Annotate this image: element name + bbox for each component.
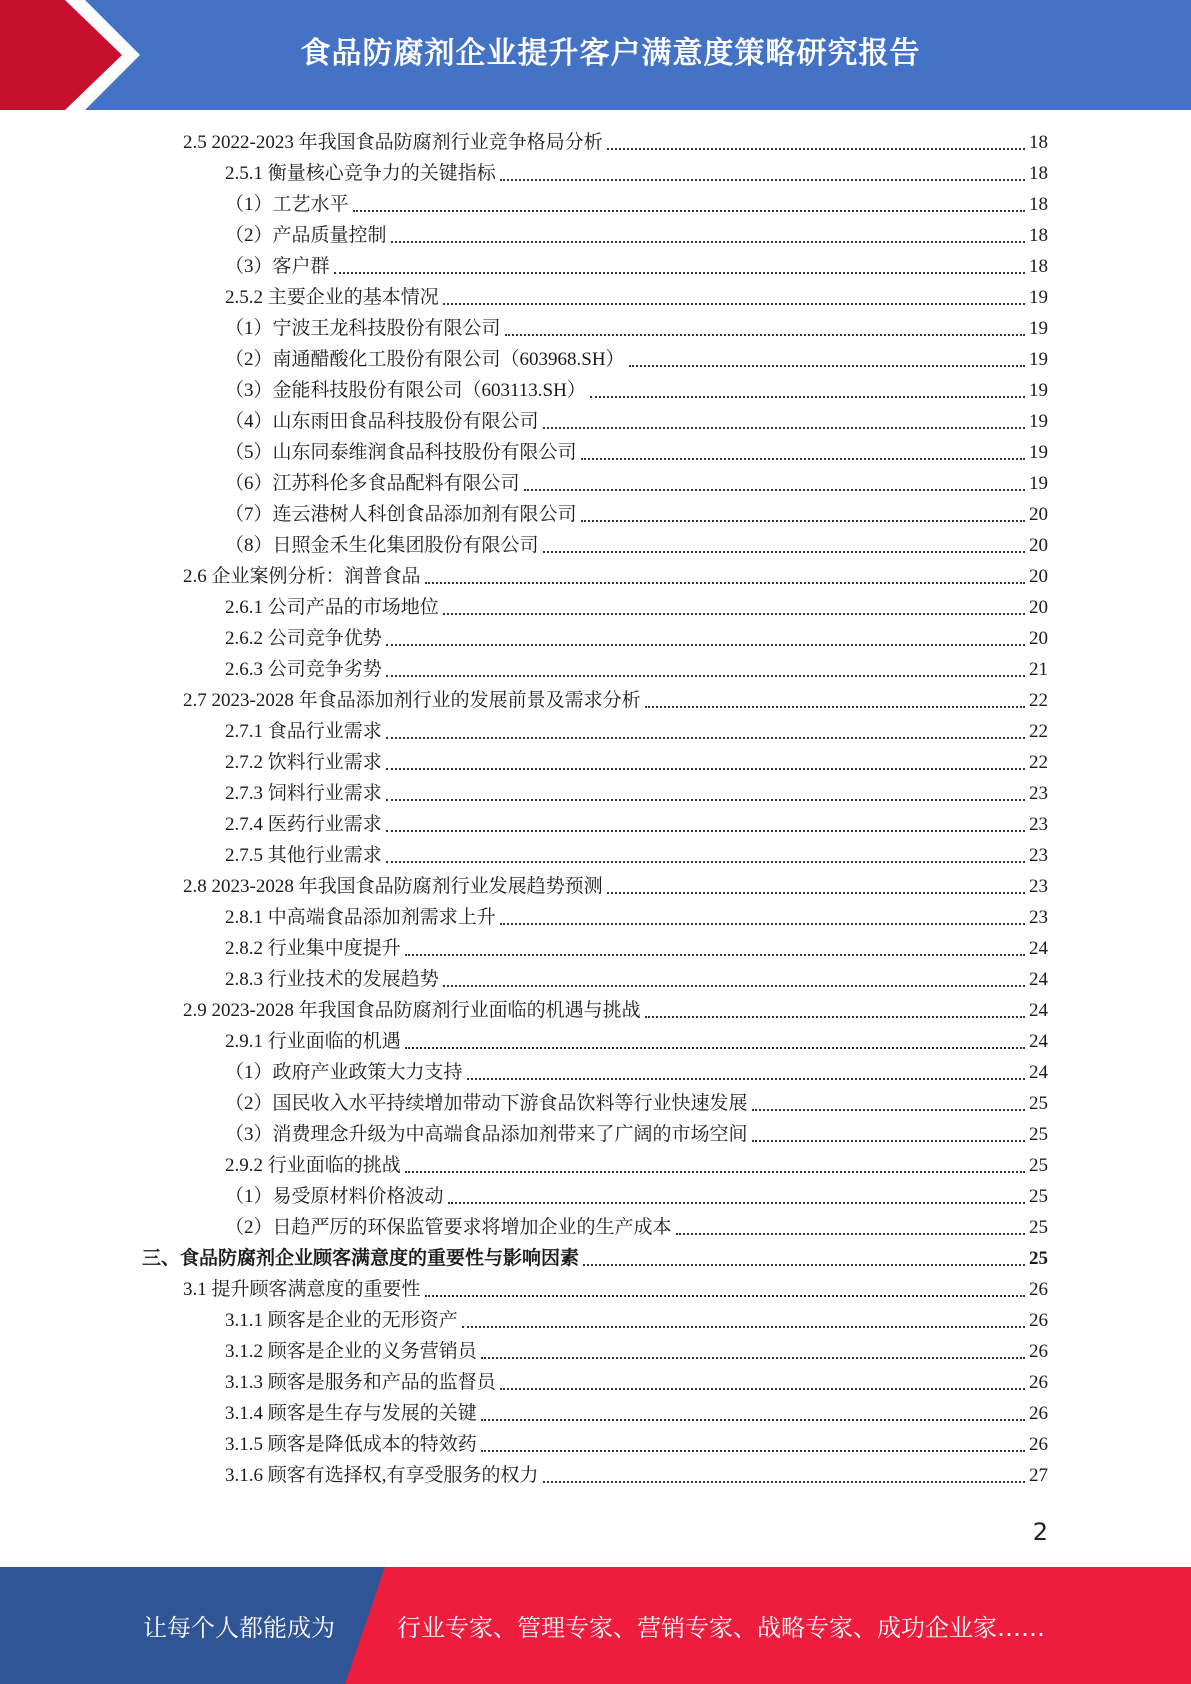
toc-entry-title: （4）山东雨田食品科技股份有限公司	[225, 411, 539, 432]
toc-entry-title: 2.7.4 医药行业需求	[225, 814, 382, 835]
toc-entry-page: 20	[1029, 535, 1048, 556]
toc-entry-title: （1）政府产业政策大力支持	[225, 1062, 463, 1083]
toc-entry-page: 24	[1029, 1031, 1048, 1052]
toc-entry-title: （2）南通醋酸化工股份有限公司（603968.SH）	[225, 349, 625, 370]
header-banner	[0, 0, 1191, 110]
toc-dot-leader	[543, 551, 1025, 553]
toc-entry-title: （8）日照金禾生化集团股份有限公司	[225, 535, 539, 556]
footer-slogan-left: 让每个人都能成为	[143, 1614, 335, 1642]
toc-dot-leader	[425, 582, 1025, 584]
toc-entry-title: 3.1.1 顾客是企业的无形资产	[225, 1310, 458, 1331]
toc-dot-leader	[481, 1419, 1025, 1421]
toc-entry-page: 25	[1029, 1093, 1048, 1114]
toc-entry-title: 2.8.3 行业技术的发展趋势	[225, 969, 439, 990]
toc-dot-leader	[581, 458, 1025, 460]
toc-entry-page: 19	[1029, 442, 1048, 463]
toc-entry[interactable]	[0, 654, 1191, 685]
toc-entry-page: 25	[1029, 1155, 1048, 1176]
toc-entry-title: （5）山东同泰维润食品科技股份有限公司	[225, 442, 577, 463]
toc-entry-title: 2.8.2 行业集中度提升	[225, 938, 401, 959]
toc-entry[interactable]	[0, 251, 1191, 282]
toc-entry-page: 22	[1029, 752, 1048, 773]
toc-entry-page: 26	[1029, 1279, 1048, 1300]
toc-entry[interactable]	[0, 871, 1191, 902]
toc-entry-title: （3）客户群	[225, 256, 330, 277]
toc-entry-title: 2.9 2023-2028 年我国食品防腐剂行业面临的机遇与挑战	[183, 1000, 641, 1021]
toc-entry-page: 26	[1029, 1434, 1048, 1455]
toc-entry-title: 2.7.3 饲料行业需求	[225, 783, 382, 804]
toc-entry[interactable]	[0, 809, 1191, 840]
toc-entry-title: 2.7 2023-2028 年食品添加剂行业的发展前景及需求分析	[183, 690, 641, 711]
toc-entry-page: 25	[1029, 1124, 1048, 1145]
toc-entry-title: 2.9.2 行业面临的挑战	[225, 1155, 401, 1176]
toc-entry-page: 26	[1029, 1372, 1048, 1393]
toc-entry[interactable]	[0, 623, 1191, 654]
toc-dot-leader	[607, 892, 1025, 894]
toc-entry[interactable]	[0, 1212, 1191, 1243]
toc-dot-leader	[500, 923, 1025, 925]
toc-entry-page: 24	[1029, 969, 1048, 990]
toc-entry-page: 27	[1029, 1465, 1048, 1486]
toc-entry[interactable]	[0, 933, 1191, 964]
toc-entry-page: 20	[1029, 597, 1048, 618]
toc-entry[interactable]	[0, 499, 1191, 530]
toc-dot-leader	[443, 303, 1025, 305]
toc-dot-leader	[405, 1047, 1025, 1049]
toc-entry-title: 3.1.6 顾客有选择权,有享受服务的权力	[225, 1465, 539, 1486]
toc-entry-page: 23	[1029, 783, 1048, 804]
toc-dot-leader	[386, 675, 1025, 677]
toc-entry-title: 2.5.2 主要企业的基本情况	[225, 287, 439, 308]
toc-entry[interactable]	[0, 189, 1191, 220]
toc-dot-leader	[583, 1264, 1025, 1266]
toc-dot-leader	[607, 148, 1025, 150]
toc-dot-leader	[386, 799, 1025, 801]
toc-entry-title: 3.1 提升顾客满意度的重要性	[183, 1279, 421, 1300]
toc-entry-title: （3）金能科技股份有限公司（603113.SH）	[225, 380, 586, 401]
toc-entry-page: 19	[1029, 473, 1048, 494]
toc-entry-page: 19	[1029, 318, 1048, 339]
toc-entry-page: 24	[1029, 1000, 1048, 1021]
toc-entry-page: 21	[1029, 659, 1048, 680]
toc-entry-title: 2.7.5 其他行业需求	[225, 845, 382, 866]
toc-entry[interactable]	[0, 344, 1191, 375]
toc-entry[interactable]	[0, 902, 1191, 933]
toc-dot-leader	[581, 520, 1025, 522]
toc-entry[interactable]	[0, 158, 1191, 189]
toc-entry-title: 2.6.3 公司竞争劣势	[225, 659, 382, 680]
toc-entry-page: 18	[1029, 225, 1048, 246]
toc-entry[interactable]	[0, 1088, 1191, 1119]
toc-entry[interactable]	[0, 778, 1191, 809]
toc-dot-leader	[481, 1357, 1025, 1359]
toc-entry-page: 22	[1029, 690, 1048, 711]
toc-entry-page: 18	[1029, 132, 1048, 153]
toc-dot-leader	[752, 1140, 1025, 1142]
toc-dot-leader	[645, 1016, 1025, 1018]
toc-entry-page: 23	[1029, 845, 1048, 866]
toc-dot-leader	[443, 613, 1025, 615]
toc-entry[interactable]	[0, 716, 1191, 747]
toc-entry-title: 3.1.4 顾客是生存与发展的关键	[225, 1403, 477, 1424]
footer-banner	[0, 1567, 1191, 1684]
toc-entry-title: 2.6 企业案例分析：润普食品	[183, 566, 421, 587]
toc-dot-leader	[462, 1326, 1025, 1328]
toc-entry[interactable]	[0, 530, 1191, 561]
toc-entry-page: 25	[1029, 1248, 1048, 1269]
toc-dot-leader	[448, 1202, 1025, 1204]
toc-dot-leader	[425, 1295, 1025, 1297]
footer-slogan-right: 行业专家、管理专家、营销专家、战略专家、成功企业家……	[397, 1614, 1045, 1642]
toc-dot-leader	[543, 1481, 1025, 1483]
toc-entry-title: 2.6.2 公司竞争优势	[225, 628, 382, 649]
toc-entry[interactable]	[0, 1150, 1191, 1181]
toc-entry-title: 2.8 2023-2028 年我国食品防腐剂行业发展趋势预测	[183, 876, 603, 897]
toc-entry-title: 2.7.1 食品行业需求	[225, 721, 382, 742]
toc-dot-leader	[405, 1171, 1025, 1173]
toc-entry[interactable]	[0, 1026, 1191, 1057]
toc-dot-leader	[629, 365, 1025, 367]
toc-dot-leader	[500, 1388, 1025, 1390]
toc-dot-leader	[386, 737, 1025, 739]
toc-dot-leader	[645, 706, 1025, 708]
toc-entry-page: 26	[1029, 1403, 1048, 1424]
toc-entry[interactable]	[0, 685, 1191, 716]
toc-entry[interactable]	[0, 840, 1191, 871]
toc-entry-title: 3.1.2 顾客是企业的义务营销员	[225, 1341, 477, 1362]
toc-entry-title: （1）易受原材料价格波动	[225, 1186, 444, 1207]
toc-dot-leader	[386, 644, 1025, 646]
toc-dot-leader	[391, 241, 1025, 243]
toc-entry-page: 24	[1029, 938, 1048, 959]
toc-dot-leader	[500, 179, 1025, 181]
toc-dot-leader	[543, 427, 1025, 429]
toc-dot-leader	[505, 334, 1025, 336]
toc-dot-leader	[481, 1450, 1025, 1452]
toc-entry-title: 2.9.1 行业面临的机遇	[225, 1031, 401, 1052]
toc-entry-title: 2.7.2 饮料行业需求	[225, 752, 382, 773]
toc-entry-title: （6）江苏科伦多食品配料有限公司	[225, 473, 520, 494]
toc-entry-title: 2.5.1 衡量核心竞争力的关键指标	[225, 163, 496, 184]
toc-entry-page: 18	[1029, 256, 1048, 277]
toc-entry-page: 20	[1029, 504, 1048, 525]
toc-entry[interactable]	[0, 1181, 1191, 1212]
toc-entry-title: （1）工艺水平	[225, 194, 349, 215]
toc-entry-title: 2.8.1 中高端食品添加剂需求上升	[225, 907, 496, 928]
toc-entry-title: 2.6.1 公司产品的市场地位	[225, 597, 439, 618]
toc-dot-leader	[353, 210, 1025, 212]
toc-entry[interactable]	[0, 375, 1191, 406]
red-arrow-decoration	[0, 0, 150, 110]
toc-dot-leader	[590, 396, 1025, 398]
toc-entry[interactable]	[0, 1119, 1191, 1150]
toc-entry-page: 26	[1029, 1341, 1048, 1362]
toc-entry-page: 19	[1029, 380, 1048, 401]
toc-entry[interactable]	[0, 964, 1191, 995]
toc-entry-title: 3.1.5 顾客是降低成本的特效药	[225, 1434, 477, 1455]
toc-dot-leader	[524, 489, 1025, 491]
toc-entry-page: 25	[1029, 1186, 1048, 1207]
toc-entry[interactable]	[0, 468, 1191, 499]
toc-entry[interactable]	[0, 127, 1191, 158]
toc-entry-title: （7）连云港树人科创食品添加剂有限公司	[225, 504, 577, 525]
toc-entry-title: （1）宁波王龙科技股份有限公司	[225, 318, 501, 339]
toc-entry-page: 26	[1029, 1310, 1048, 1331]
toc-entry[interactable]	[0, 1274, 1191, 1305]
toc-entry-title: （2）日趋严厉的环保监管要求将增加企业的生产成本	[225, 1217, 672, 1238]
toc-entry-title: 3.1.3 顾客是服务和产品的监督员	[225, 1372, 496, 1393]
toc-dot-leader	[676, 1233, 1025, 1235]
toc-entry-page: 19	[1029, 349, 1048, 370]
toc-entry-page: 18	[1029, 163, 1048, 184]
toc-entry-page: 23	[1029, 814, 1048, 835]
toc-entry-title: （3）消费理念升级为中高端食品添加剂带来了广阔的市场空间	[225, 1124, 748, 1145]
report-title: 食品防腐剂企业提升客户满意度策略研究报告	[300, 36, 921, 71]
toc-dot-leader	[386, 861, 1025, 863]
toc-entry-page: 25	[1029, 1217, 1048, 1238]
toc-entry[interactable]	[0, 1336, 1191, 1367]
toc-entry[interactable]	[0, 1057, 1191, 1088]
toc-entry-page: 24	[1029, 1062, 1048, 1083]
toc-entry[interactable]	[0, 995, 1191, 1026]
toc-entry-title: 2.5 2022-2023 年我国食品防腐剂行业竞争格局分析	[183, 132, 603, 153]
toc-entry-page: 23	[1029, 907, 1048, 928]
toc-dot-leader	[386, 830, 1025, 832]
toc-entry-page: 18	[1029, 194, 1048, 215]
toc-entry-page: 22	[1029, 721, 1048, 742]
toc-entry[interactable]	[0, 592, 1191, 623]
toc-dot-leader	[405, 954, 1025, 956]
toc-entry[interactable]	[0, 1460, 1191, 1491]
toc-entry-page: 19	[1029, 287, 1048, 308]
toc-entry[interactable]	[0, 282, 1191, 313]
toc-entry-title: （2）国民收入水平持续增加带动下游食品饮料等行业快速发展	[225, 1093, 748, 1114]
toc-dot-leader	[334, 272, 1025, 274]
toc-entry[interactable]	[0, 1305, 1191, 1336]
toc-entry[interactable]	[0, 561, 1191, 592]
toc-entry[interactable]	[0, 1398, 1191, 1429]
toc-entry[interactable]	[0, 406, 1191, 437]
toc-dot-leader	[467, 1078, 1025, 1080]
toc-entry-page: 20	[1029, 628, 1048, 649]
toc-entry[interactable]	[0, 437, 1191, 468]
toc-entry-page: 23	[1029, 876, 1048, 897]
toc-entry[interactable]	[0, 747, 1191, 778]
toc-entry[interactable]	[0, 1243, 1191, 1274]
toc-entry[interactable]	[0, 220, 1191, 251]
toc-entry-page: 19	[1029, 411, 1048, 432]
toc-dot-leader	[752, 1109, 1025, 1111]
page-number: 2	[1032, 1518, 1048, 1546]
toc-entry-page: 20	[1029, 566, 1048, 587]
toc-dot-leader	[443, 985, 1025, 987]
toc-entry[interactable]	[0, 1367, 1191, 1398]
toc-entry-title: 三、食品防腐剂企业顾客满意度的重要性与影响因素	[142, 1248, 580, 1269]
toc-entry[interactable]	[0, 313, 1191, 344]
toc-entry[interactable]	[0, 1429, 1191, 1460]
toc-dot-leader	[386, 768, 1025, 770]
toc-entry-title: （2）产品质量控制	[225, 225, 387, 246]
